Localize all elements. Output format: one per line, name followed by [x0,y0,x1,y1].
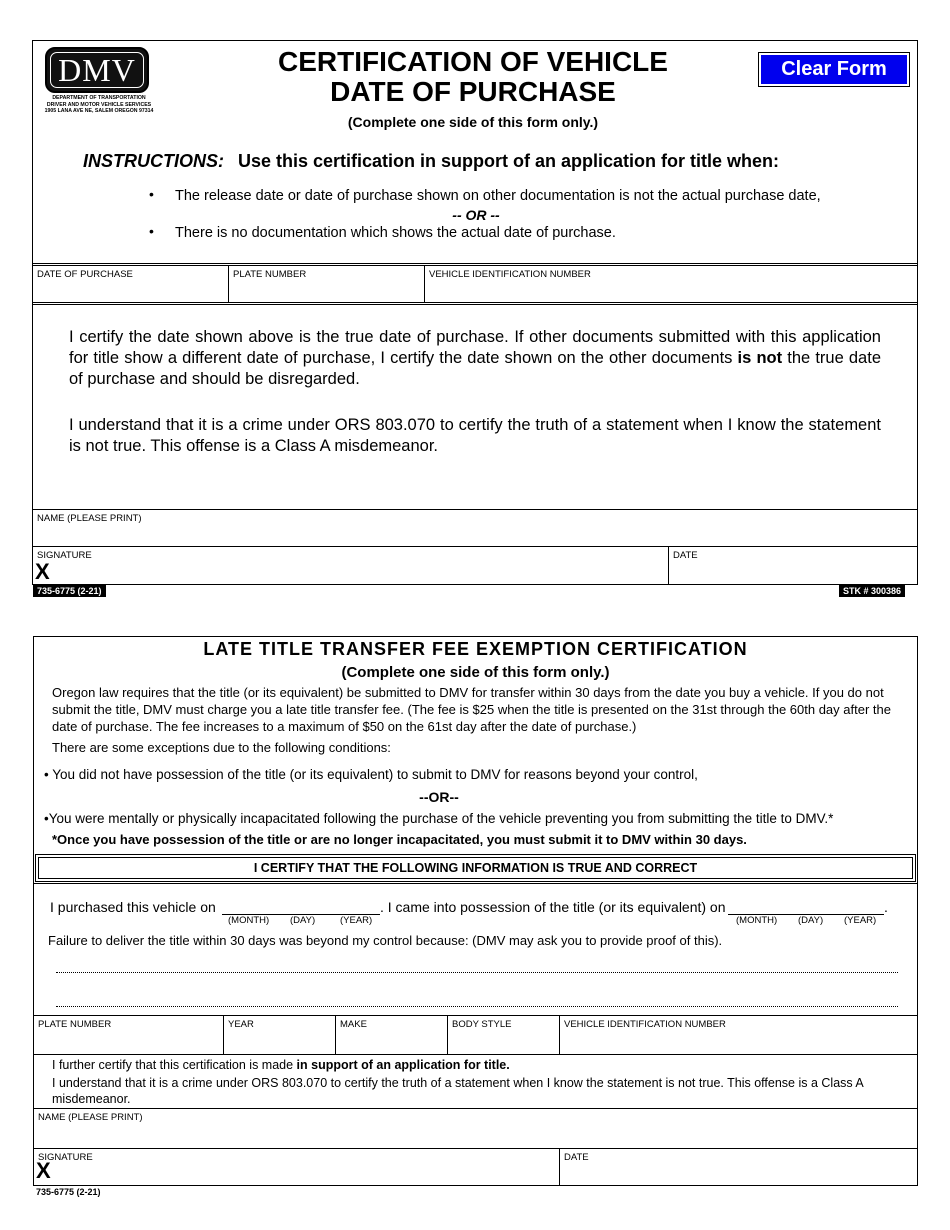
signature-row [33,546,917,584]
further-text: I further certify that this certification is made [52,1058,297,1072]
month-label: (MONTH) [736,915,778,926]
divider [34,883,917,884]
month-label: (MONTH) [228,915,270,926]
form-title [223,47,723,107]
or-separator: --OR-- [419,789,459,805]
reason-line-1[interactable] [56,971,898,973]
bullet-text: There is no documentation which shows the actual date of purchase. [175,225,616,241]
field-label: PLATE NUMBER [233,269,307,280]
stock-number: STK # 300386 [839,585,905,597]
bullet-icon: • [149,223,154,239]
name-field[interactable] [34,1108,917,1148]
date-field[interactable] [669,547,917,584]
list-item [44,767,698,782]
dept-line: DEPARTMENT OF TRANSPORTATION [52,95,146,101]
department-address [35,95,163,115]
date-of-purchase-field[interactable] [33,266,229,302]
signature-field[interactable] [34,1149,560,1186]
possession-date-field[interactable] [728,899,884,915]
signature-field[interactable] [33,547,669,584]
vehicle-fields-row [33,263,917,305]
form-subtitle: (Complete one side of this form only.) [341,664,610,681]
field-label: NAME (PLEASE PRINT) [38,1112,143,1123]
name-field[interactable] [33,509,917,546]
purchase-date-field[interactable] [222,899,380,915]
dmv-logo-text: DMV [58,52,136,88]
field-label: DATE [673,550,698,561]
list-item [44,811,833,826]
certification-paragraph [69,327,881,390]
plate-number-field[interactable] [34,1016,224,1054]
body-style-field[interactable] [448,1016,560,1054]
intro-paragraph: Oregon law requires that the title (or its equivalent) be submitted to DMV for transfer within 30 days from the date you buy a vehicle. If you do not submit the title, DMV must charge you a late title transfer fee. (The fee is $25 when the title is presented on the 31st through the 60th day after the date of purchase. The fee increases to a maximum of $50 on the 61st day after the date of purchase.) [52,685,891,734]
dept-line: 1905 LANA AVE NE, SALEM OREGON 97314 [44,108,154,115]
day-label: (DAY) [798,915,824,926]
bullet-icon: • [44,811,49,826]
make-field[interactable] [336,1016,448,1054]
date-of-purchase-form [32,40,918,585]
signature-row [34,1148,917,1185]
instructions [83,151,779,172]
signature-x-mark: X [35,559,50,584]
field-label: VEHICLE IDENTIFICATION NUMBER [564,1019,726,1030]
year-label: (YEAR) [340,915,373,926]
field-label: DATE [564,1152,589,1163]
list-item [149,223,616,241]
possession-note: *Once you have possession of the title or are no longer incapacitated, you must submit it to DMV within 30 days. [52,832,747,847]
bullet-text: The release date or date of purchase shown on other documentation is not the actual purchase date, [175,188,821,204]
vin-field[interactable] [560,1016,917,1054]
field-label: SIGNATURE [37,550,92,561]
dept-line: DRIVER AND MOTOR VEHICLE SERVICES [46,101,152,108]
bullet-text: You were mentally or physically incapacitated following the purchase of the vehicle preventing you from submitting the title to DMV.* [48,811,834,826]
bullet-icon: • [149,186,154,202]
list-item [149,186,821,204]
failure-reason-label: Failure to deliver the title within 30 days was beyond my control because: (DMV may ask you to provide proof of this). [48,933,723,948]
period: . [884,899,888,915]
signature-x-mark: X [36,1158,51,1183]
bullet-text: You did not have possession of the title (or its equivalent) to submit to DMV for reasons beyond your control, [52,767,698,782]
form-number: 735-6775 (2-21) [33,585,106,597]
form-subtitle: (Complete one side of this form only.) [347,114,599,130]
dmv-logo [45,47,149,93]
field-label: VEHICLE IDENTIFICATION NUMBER [429,269,591,280]
year-field[interactable] [224,1016,336,1054]
vin-field[interactable] [425,266,917,302]
field-label: DATE OF PURCHASE [37,269,133,280]
possession-label: . I came into possession of the title (or its equivalent) on [380,899,726,915]
field-label: BODY STYLE [452,1019,512,1030]
form-title-line: DATE OF PURCHASE [330,76,616,107]
crime-warning-paragraph: I understand that it is a crime under ORS 803.070 to certify the truth of a statement when I know the statement is not true. This offense is a Class A misdemeanor. [69,416,881,455]
reason-line-2[interactable] [56,1005,898,1007]
instructions-text: Use this certification in support of an application for title when: [238,151,780,171]
clear-form-button[interactable]: Clear Form [759,53,909,86]
form-title-line: CERTIFICATION OF VEHICLE [278,46,668,77]
cert-text: the true date of purchase and should be disregarded. [69,349,881,388]
plate-number-field[interactable] [229,266,425,302]
field-label: MAKE [340,1019,367,1030]
certify-banner: I CERTIFY THAT THE FOLLOWING INFORMATION IS TRUE AND CORRECT [38,857,913,879]
further-text-bold: in support of an application for title. [296,1058,510,1072]
purchased-label: I purchased this vehicle on [50,899,216,915]
form-title: LATE TITLE TRANSFER FEE EXEMPTION CERTIFICATION [203,639,748,659]
instructions-label: INSTRUCTIONS: [83,151,224,171]
field-label: PLATE NUMBER [38,1019,112,1030]
bullet-icon: • [44,767,49,782]
year-label: (YEAR) [844,915,877,926]
further-certify-text [52,1057,902,1073]
field-label: NAME (PLEASE PRINT) [37,513,142,524]
field-label: SIGNATURE [38,1152,93,1163]
date-field[interactable] [560,1149,917,1186]
or-separator: -- OR -- [452,207,500,223]
field-label: YEAR [228,1019,254,1030]
cert-text: I certify the date shown above is the true date of purchase. If other documents submitted with this application for title show a different date of purchase, I certify the date shown on the other documents [69,328,881,367]
vehicle-fields-row [34,1015,917,1055]
exceptions-text: There are some exceptions due to the following conditions: [52,740,391,755]
cert-text-bold: is not [737,349,783,367]
late-title-exemption-form [33,636,918,1186]
form-number: 735-6775 (2-21) [36,1187,101,1197]
crime-warning-text: I understand that it is a crime under ORS 803.070 to certify the truth of a statement when I know the statement is not true. This offense is a Class A misdemeanor. [52,1076,864,1106]
day-label: (DAY) [290,915,316,926]
